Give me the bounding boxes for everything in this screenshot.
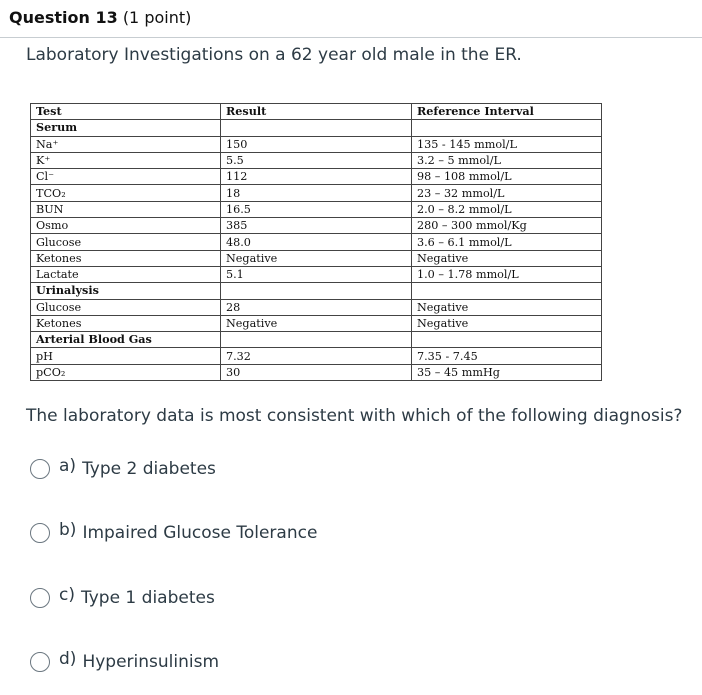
question-header xyxy=(0,0,702,38)
test-name: Cl⁻ xyxy=(31,169,221,185)
table-row xyxy=(31,201,602,217)
column-header-result: Result xyxy=(221,104,412,120)
test-name: pCO₂ xyxy=(31,364,221,380)
test-reference: 1.0 – 1.78 mmol/L xyxy=(412,266,602,282)
test-name: Na⁺ xyxy=(31,136,221,152)
option-letter: d) xyxy=(59,649,77,669)
test-name: K⁺ xyxy=(31,152,221,168)
option-text: Impaired Glucose Tolerance xyxy=(82,523,318,543)
section-row-serum xyxy=(31,120,602,136)
test-name: Glucose xyxy=(31,234,221,250)
test-name: Glucose xyxy=(31,299,221,315)
answer-option-c[interactable] xyxy=(30,585,215,608)
test-reference: 3.2 – 5 mmol/L xyxy=(412,152,602,168)
table-row xyxy=(31,185,602,201)
option-text: Hyperinsulinism xyxy=(82,652,220,672)
test-result: 5.5 xyxy=(221,152,412,168)
test-result: 112 xyxy=(221,169,412,185)
test-reference: 35 – 45 mmHg xyxy=(412,364,602,380)
question-prompt: The laboratory data is most consistent with which of the following diagnosis? xyxy=(26,406,683,426)
radio-button-a[interactable] xyxy=(30,459,50,479)
radio-button-d[interactable] xyxy=(30,652,50,672)
test-reference: 98 – 108 mmol/L xyxy=(412,169,602,185)
test-result: 16.5 xyxy=(221,201,412,217)
test-result: Negative xyxy=(221,250,412,266)
test-reference: Negative xyxy=(412,250,602,266)
table-row xyxy=(31,266,602,282)
test-reference: 2.0 – 8.2 mmol/L xyxy=(412,201,602,217)
test-reference: 135 - 145 mmol/L xyxy=(412,136,602,152)
table-row xyxy=(31,218,602,234)
test-reference: 7.35 - 7.45 xyxy=(412,348,602,364)
table-row xyxy=(31,234,602,250)
table-row xyxy=(31,152,602,168)
test-reference: 280 – 300 mmol/Kg xyxy=(412,218,602,234)
section-row-urinalysis xyxy=(31,283,602,299)
table-row xyxy=(31,299,602,315)
column-header-test: Test xyxy=(31,104,221,120)
test-name: BUN xyxy=(31,201,221,217)
test-result: 7.32 xyxy=(221,348,412,364)
section-label: Arterial Blood Gas xyxy=(31,332,221,348)
test-result: 385 xyxy=(221,218,412,234)
option-letter: c) xyxy=(59,585,75,605)
test-reference: Negative xyxy=(412,299,602,315)
test-reference: 23 – 32 mmol/L xyxy=(412,185,602,201)
section-row-abg xyxy=(31,332,602,348)
table-row xyxy=(31,250,602,266)
test-name: Osmo xyxy=(31,218,221,234)
option-letter: b) xyxy=(59,520,77,540)
answer-option-a[interactable] xyxy=(30,456,216,479)
test-name: Ketones xyxy=(31,250,221,266)
test-name: pH xyxy=(31,348,221,364)
lab-results-table xyxy=(30,103,602,381)
option-letter: a) xyxy=(59,456,77,476)
option-text: Type 2 diabetes xyxy=(82,459,216,479)
question-stem: Laboratory Investigations on a 62 year old male in the ER. xyxy=(26,45,522,65)
test-result: 48.0 xyxy=(221,234,412,250)
section-label: Serum xyxy=(31,120,221,136)
table-row xyxy=(31,136,602,152)
table-row xyxy=(31,169,602,185)
test-name: Ketones xyxy=(31,315,221,331)
table-row xyxy=(31,364,602,380)
section-label: Urinalysis xyxy=(31,283,221,299)
radio-button-c[interactable] xyxy=(30,588,50,608)
table-header-row xyxy=(31,104,602,120)
column-header-reference: Reference Interval xyxy=(412,104,602,120)
test-result: 5.1 xyxy=(221,266,412,282)
radio-button-b[interactable] xyxy=(30,523,50,543)
test-reference: 3.6 – 6.1 mmol/L xyxy=(412,234,602,250)
answer-option-b[interactable] xyxy=(30,520,318,543)
test-result: 150 xyxy=(221,136,412,152)
answer-option-d[interactable] xyxy=(30,649,220,672)
test-result: 30 xyxy=(221,364,412,380)
table-row xyxy=(31,348,602,364)
option-text: Type 1 diabetes xyxy=(80,588,215,608)
test-result: 28 xyxy=(221,299,412,315)
test-name: TCO₂ xyxy=(31,185,221,201)
test-result: 18 xyxy=(221,185,412,201)
test-result: Negative xyxy=(221,315,412,331)
question-points: (1 point) xyxy=(122,8,192,27)
question-number: Question 13 xyxy=(9,8,118,27)
test-name: Lactate xyxy=(31,266,221,282)
table-row xyxy=(31,315,602,331)
test-reference: Negative xyxy=(412,315,602,331)
